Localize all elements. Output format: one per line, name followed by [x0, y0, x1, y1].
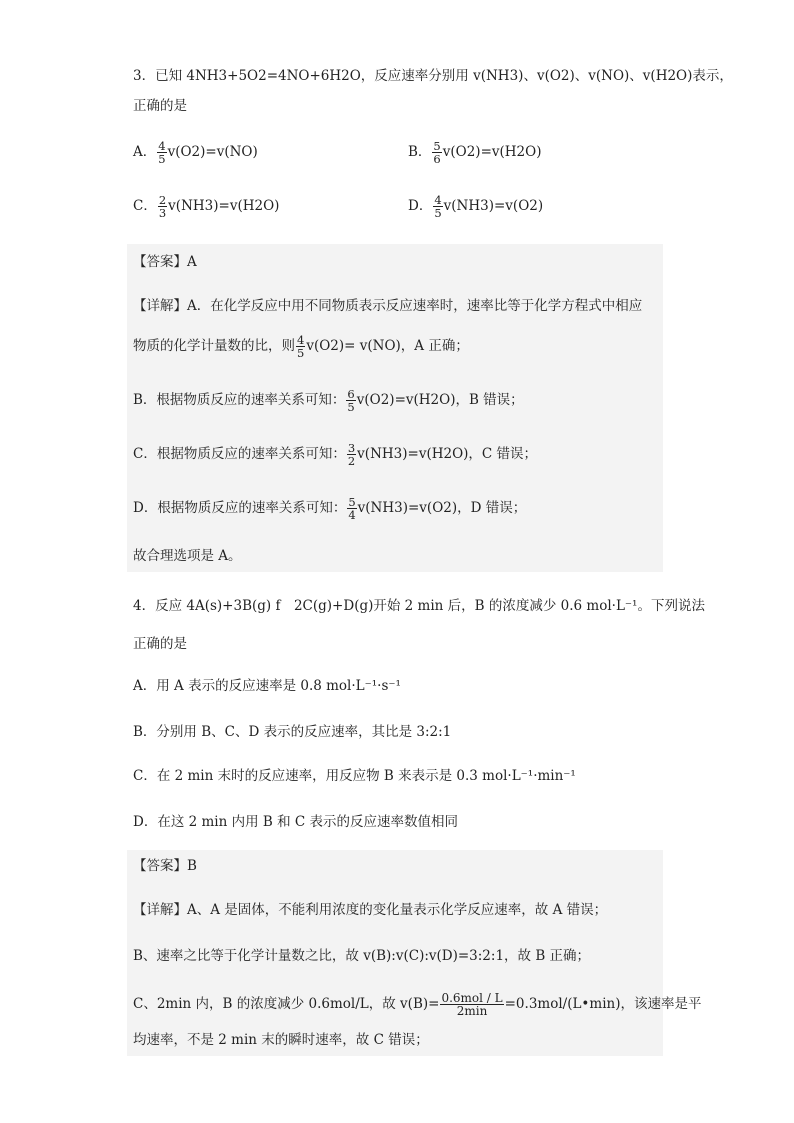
q4-option-b: B．分别用 B、C、D 表示的反应速率，其比是 3:2:1: [133, 724, 452, 740]
q3-detail-line2: 物质的化学计量数的比，则 $\frac{4}{5}$ v(O2)= v(NO)，A 正确；: [133, 333, 469, 360]
q3-detail-d: D．根据物质反应的速率关系可知： $\frac{5}{4}$ v(NH3)=v(O2)，D 错误；: [133, 495, 527, 522]
q4-detail-c: C、2min 内，B 的浓度减少 0.6mol/L，故 v(B)= $\frac{\text{0.6mol / L}}{2\min}$ =0.3mol/(L•min)，该速率是平: [133, 991, 702, 1018]
q4-option-d: D．在这 2 min 内用 B 和 C 表示的反应速率数值相同: [133, 814, 459, 830]
q4-answer: 【答案】B: [133, 858, 197, 874]
q4-option-c: C．在 2 min 末时的反应速率，用反应物 B 来表示是 0.3 mol·L⁻¹·min⁻¹: [133, 768, 576, 784]
q3-conclusion: 故合理选项是 A。: [133, 548, 242, 564]
q4-detail-line2: B、速率之比等于化学计量数之比，故 v(B):v(C):v(D)=3:2:1，故 B 正确；: [133, 948, 591, 964]
q3-detail-c: C．根据物质反应的速率关系可知： $\frac{3}{2}$ v(NH3)=v(H2O)，C 错误；: [133, 441, 538, 468]
q4-detail-line1: 【详解】A、A 是固体，不能利用浓度的变化量表示化学反应速率，故 A 错误；: [133, 902, 608, 918]
q4-stem-line2: 正确的是: [133, 636, 187, 652]
q4-stem-line1: 4．反应 4A(s)+3B(g) f 2C(g)+D(g)开始 2 min 后，B 的浓度减少 0.6 mol·L⁻¹。下列说法: [133, 598, 705, 614]
q3-stem-line1: 3．已知 4NH3+5O2=4NO+6H2O，反应速率分别用 v(NH3)、v(O2)、v(NO)、v(H2O)表示，: [133, 68, 733, 84]
q3-detail-b: B．根据物质反应的速率关系可知： $\frac{6}{5}$ v(O2)=v(H2O)，B 错误；: [133, 387, 524, 414]
q3-answer: 【答案】A: [133, 254, 197, 270]
q3-option-d: D． $\frac{4}{5}$ v(NH3)=v(O2): [408, 193, 544, 220]
q3-detail-line1: 【详解】A．在化学反应中用不同物质表示反应速率时，速率比等于化学方程式中相应: [133, 298, 643, 314]
q3-option-a: A． $\frac{4}{5}$ v(O2)=v(NO): [133, 139, 258, 166]
q3-option-b: B． $\frac{5}{6}$ v(O2)=v(H2O): [408, 139, 542, 166]
q3-option-c: C． $\frac{2}{3}$ v(NH3)=v(H2O): [133, 193, 280, 220]
q4-detail-c-line2: 均速率，不是 2 min 末的瞬时速率，故 C 错误；: [133, 1032, 429, 1048]
q4-option-a: A．用 A 表示的反应速率是 0.8 mol·L⁻¹·s⁻¹: [133, 678, 401, 694]
q3-stem-line2: 正确的是: [133, 98, 187, 114]
